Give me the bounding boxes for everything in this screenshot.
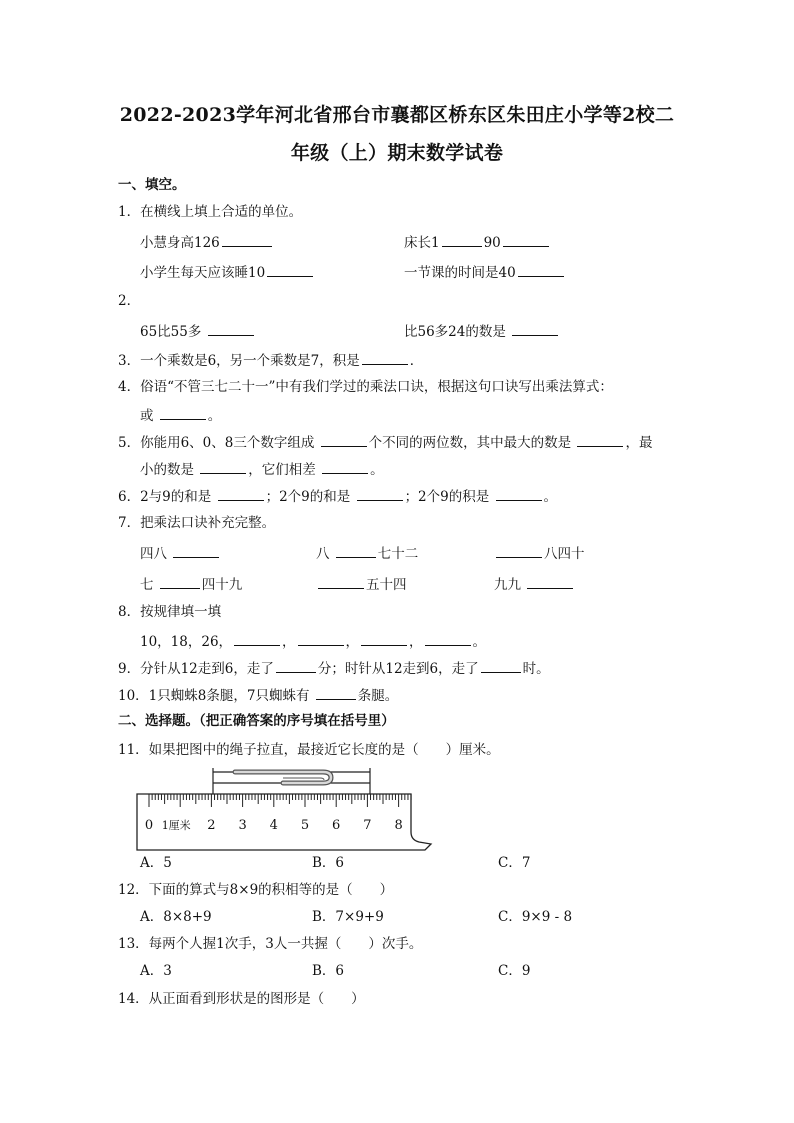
q9-a: 9．分针从12走到6，走了 [118, 661, 274, 677]
q11-option-a[interactable]: A．5 [140, 855, 172, 871]
q4-or: 或 [140, 408, 154, 424]
answer-blank[interactable] [200, 459, 246, 474]
q12-option-c[interactable]: C．9×9 - 8 [498, 909, 573, 925]
exam-title-line2: 年级（上）期末数学试卷 [290, 142, 504, 164]
section-2-heading: 二、选择题。（把正确答案的序号填在括号里） [118, 713, 395, 729]
answer-blank[interactable] [321, 432, 367, 447]
q3 [118, 350, 423, 370]
ruler-label: 8 [394, 818, 403, 833]
q10-a: 10．1只蜘蛛8条腿，7只蜘蛛有 [118, 688, 310, 704]
q5-l1-c: ，最 [625, 435, 653, 451]
ruler-label: 2 [207, 818, 216, 833]
answer-blank[interactable] [527, 574, 573, 589]
answer-blank[interactable] [357, 486, 403, 501]
q1-prompt: 1．在横线上填上合适的单位。 [118, 204, 303, 220]
answer-blank[interactable] [208, 321, 254, 336]
answer-blank[interactable] [362, 350, 408, 365]
q1-c [140, 262, 315, 282]
q1-d-text: 一节课的时间是40 [404, 265, 516, 281]
q7-r1b-post: 七十二 [377, 546, 419, 562]
q2-b [404, 321, 560, 341]
q6-b: ；2个9的和是 [265, 489, 351, 505]
q5-l1-a: 5．你能用6、0、8三个数字组成 [118, 435, 315, 451]
q7-r2a [140, 574, 242, 594]
q7-r1a [140, 543, 221, 563]
q7-r2b [316, 574, 407, 594]
q5-l2-a: 小的数是 [140, 462, 194, 478]
q6 [118, 486, 557, 506]
ruler-svg [135, 762, 435, 852]
rope [213, 768, 370, 794]
q14-prompt: 14．从正面看到形状是的图形是（ ） [118, 991, 365, 1007]
section-1-heading: 一、填空。 [118, 177, 186, 193]
answer-blank[interactable] [503, 232, 549, 247]
answer-blank[interactable] [222, 232, 272, 247]
ruler-label: 7 [363, 818, 372, 833]
answer-blank[interactable] [425, 631, 471, 646]
answer-blank[interactable] [234, 631, 280, 646]
q2-a [140, 321, 256, 341]
q5-l2-c: 。 [370, 462, 384, 478]
ruler-label: 3 [238, 818, 247, 833]
q4-line2 [140, 405, 221, 425]
q2-a-text: 65比55多 [140, 324, 202, 340]
answer-blank[interactable] [336, 543, 376, 558]
ruler-label: 1厘米 [161, 819, 191, 832]
q1-b [404, 232, 551, 252]
q1-a-text: 小慧身高126 [140, 235, 220, 251]
q5-l2-b: ，它们相差 [248, 462, 316, 478]
q11-option-b[interactable]: B．6 [312, 855, 345, 871]
q7-r2b-text: 五十四 [366, 577, 407, 593]
q6-d: 。 [543, 489, 558, 505]
answer-blank[interactable] [322, 459, 368, 474]
q13-option-a[interactable]: A．3 [140, 963, 172, 979]
answer-blank[interactable] [496, 543, 542, 558]
q8-sep: ， [282, 634, 296, 650]
q8-sep: ， [345, 634, 360, 650]
q9 [118, 658, 550, 678]
q10-b: 条腿。 [357, 688, 399, 704]
q3-text: 3．一个乘数是6，另一个乘数是7，积是 [118, 353, 360, 369]
answer-blank[interactable] [160, 574, 200, 589]
answer-blank[interactable] [318, 574, 364, 589]
answer-blank[interactable] [577, 432, 623, 447]
q13-prompt: 13．每两个人握1次手，3人一共握（ ）次手。 [118, 936, 423, 952]
answer-blank[interactable] [361, 631, 407, 646]
q7-r1b [316, 543, 418, 563]
q6-a: 6．2与9的和是 [118, 489, 212, 505]
q1-a [140, 232, 274, 252]
q1-d [404, 262, 566, 282]
q8-sep: ， [409, 634, 423, 650]
q11-option-c[interactable]: C．7 [498, 855, 531, 871]
q1-c-text: 小学生每天应该睡10 [140, 265, 266, 281]
answer-blank[interactable] [160, 405, 206, 420]
q7-r1b-pre: 八 [316, 546, 330, 562]
q6-c: ；2个9的积是 [404, 489, 490, 505]
answer-blank[interactable] [512, 321, 558, 336]
q12-option-a[interactable]: A．8×8+9 [140, 909, 212, 925]
exam-title-line1: 2022-2023学年河北省邢台市襄都区桥东区朱田庄小学等2校二 [119, 104, 675, 126]
q4-end: 。 [207, 408, 222, 424]
q13-option-b[interactable]: B．6 [312, 963, 345, 979]
answer-blank[interactable] [218, 486, 264, 501]
q7-r2a-pre: 七 [140, 577, 154, 593]
q11-prompt: 11．如果把图中的绳子拉直，最接近它长度的是（ ）厘米。 [118, 742, 500, 758]
q3-end: ． [409, 353, 424, 369]
answer-blank[interactable] [442, 232, 482, 247]
answer-blank[interactable] [518, 262, 564, 277]
q9-c: 时。 [522, 661, 550, 677]
answer-blank[interactable] [481, 658, 521, 673]
q5-l1-b: 个不同的两位数，其中最大的数是 [368, 435, 572, 451]
q5-line1 [118, 432, 652, 452]
answer-blank[interactable] [496, 486, 542, 501]
q2-b-text: 比56多24的数是 [404, 324, 506, 340]
ruler-label: 6 [332, 818, 341, 833]
q12-prompt: 12．下面的算式与8×9的积相等的是（ ） [118, 882, 394, 898]
q1-b-mid: 90 [483, 235, 501, 251]
ruler-with-rope-figure [135, 762, 435, 852]
q8-sequence [140, 631, 486, 651]
q2-prompt: 2． [118, 293, 141, 309]
answer-blank[interactable] [173, 543, 219, 558]
ruler-label: 5 [300, 818, 310, 833]
ruler-label: 4 [269, 818, 278, 833]
answer-blank[interactable] [267, 262, 313, 277]
q7-r1c-text: 八四十 [544, 546, 585, 562]
ruler-labels [145, 818, 403, 833]
q12-option-b[interactable]: B．7×9+9 [312, 909, 384, 925]
q1-b-pre: 床长1 [404, 235, 440, 251]
q4-line1: 4．俗语“不管三七二十一”中有我们学过的乘法口诀，根据这句口诀写出乘法算式： [118, 379, 613, 395]
q7-r1c [494, 543, 585, 563]
q13-option-c[interactable]: C．9 [498, 963, 531, 979]
q8-seq: 10，18，26， [140, 634, 233, 650]
q9-b: 分；时针从12走到6，走了 [317, 661, 479, 677]
q7-r2c [494, 574, 575, 594]
answer-blank[interactable] [298, 631, 344, 646]
q5-line2 [140, 459, 384, 479]
ruler-label: 0 [144, 818, 154, 833]
q7-prompt: 7．把乘法口诀补充完整。 [118, 515, 276, 531]
q8-end: 。 [472, 634, 487, 650]
answer-blank[interactable] [276, 658, 316, 673]
q7-r2c-text: 九九 [494, 577, 521, 593]
answer-blank[interactable] [316, 685, 356, 700]
q7-r1a-text: 四八 [140, 546, 167, 562]
q7-r2a-post: 四十九 [201, 577, 243, 593]
q8-prompt: 8．按规律填一填 [118, 604, 222, 620]
q10 [118, 685, 398, 705]
